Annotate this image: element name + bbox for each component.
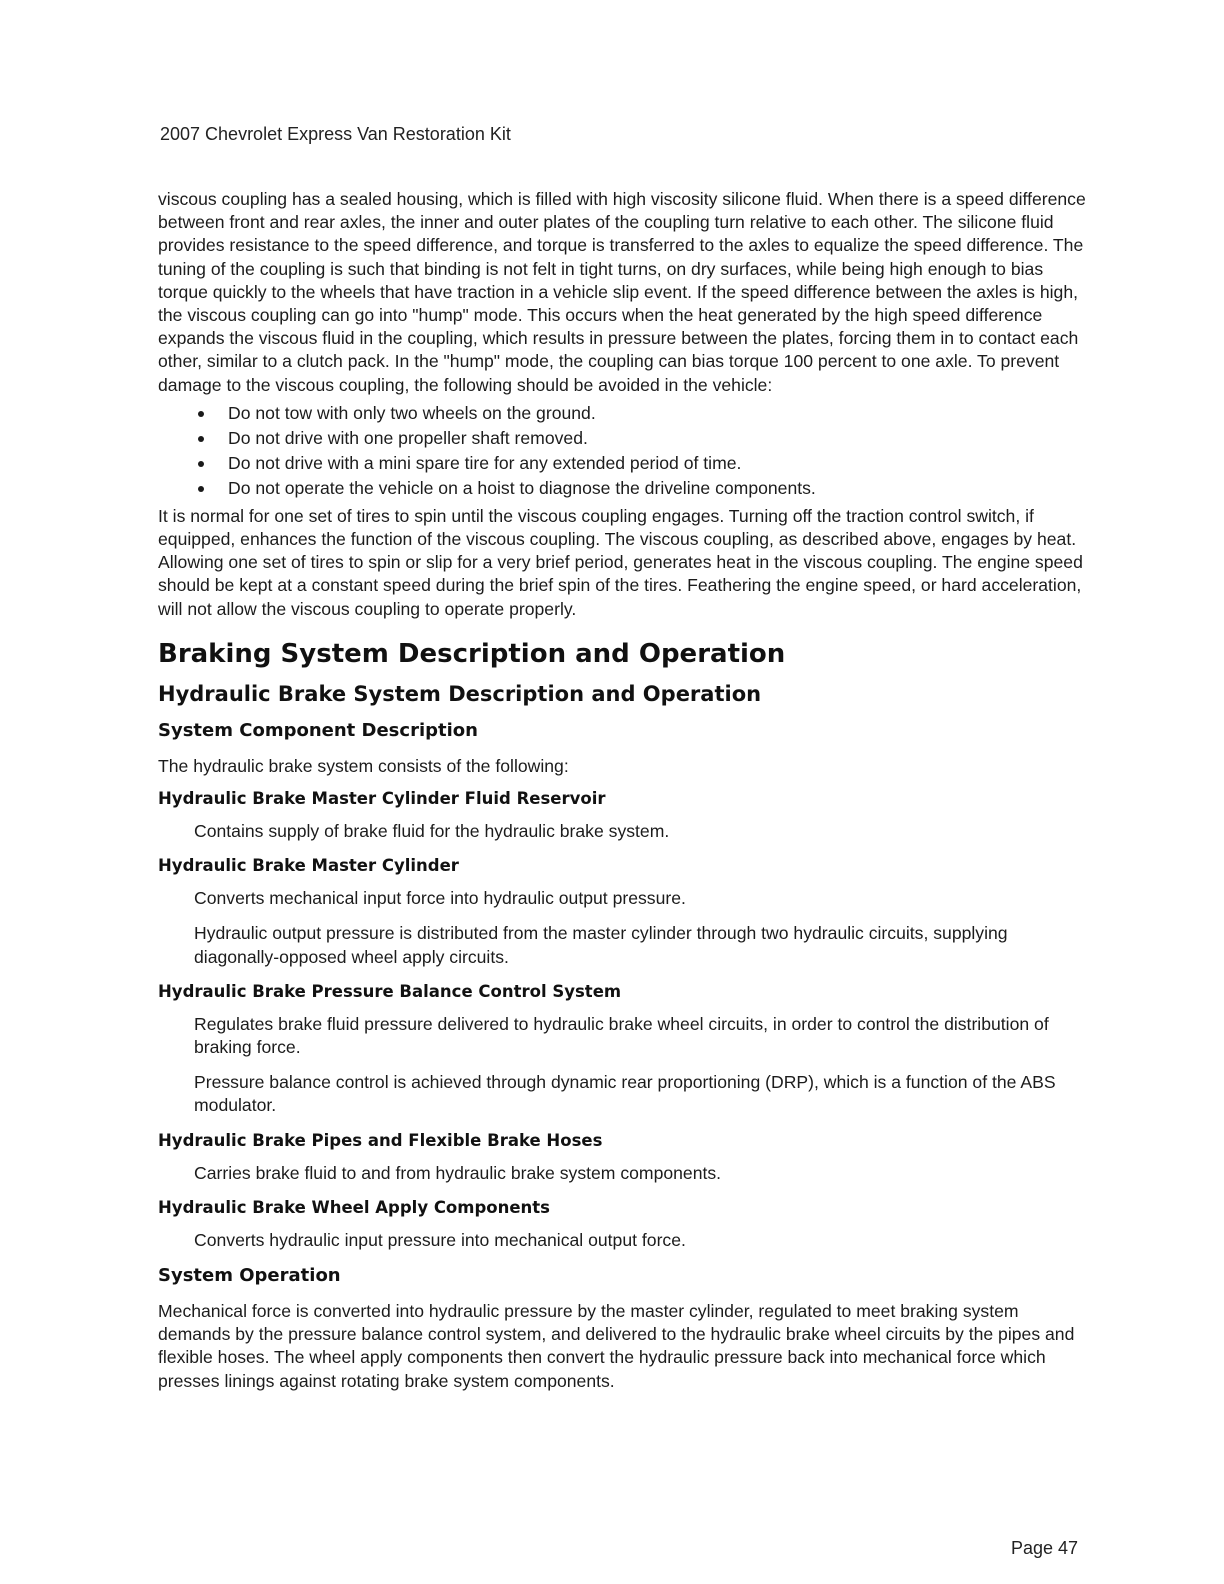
- component-description: Regulates brake fluid pressure delivered to hydraulic brake wheel circuits, in order to control the distribution of braking force.: [194, 1013, 1049, 1058]
- component-entry: [158, 1197, 1088, 1252]
- component-heading: System Component Description: [158, 719, 478, 741]
- traction-paragraph: It is normal for one set of tires to spin until the viscous coupling engages. Turning off the traction control switch, if equipped, enhances the function of the viscous coupling. The viscous coupling, as described above, engages by heat. Allowing one set of tires to spin or slip for a very brief period, generates heat in the viscous coupling. The engine speed should be kept at a constant speed during the brief spin of the tires. Feathering the engine speed, or hard acceleration, will not allow the viscous coupling to operate properly.: [158, 505, 1083, 619]
- list-item: Do not drive with one propeller shaft removed.: [194, 426, 1088, 451]
- bullet-icon: [198, 411, 204, 417]
- page-number: Page 47: [1010, 1538, 1078, 1558]
- intro-paragraph: viscous coupling has a sealed housing, which is filled with high viscosity silicone fluid. When there is a speed difference between front and rear axles, the inner and outer plates of the coupling turn relative to each other. The silicone fluid provides resistance to the speed difference, and torque is transferred to the axles to equalize the speed difference. The tuning of the coupling is such that binding is not felt in tight turns, on dry surfaces, while being high enough to bias torque quickly to the wheels that have traction in a vehicle slip event. If the speed difference between the axles is high, the viscous coupling can go into "hump" mode. This occurs when the heat generated by the high speed difference expands the viscous fluid in the coupling, which results in pressure between the plates, forcing them in to contact each other, similar to a clutch pack. In the "hump" mode, the coupling can bias torque 100 percent to one axle. To prevent damage to the viscous coupling, the following should be avoided in the vehicle:: [158, 189, 1086, 395]
- component-description: Hydraulic output pressure is distributed from the master cylinder through two hydraulic circuits, supplying diagonally-opposed wheel apply circuits.: [194, 923, 1008, 967]
- page-content: [158, 188, 1088, 1393]
- bullet-icon: [198, 436, 204, 442]
- component-description: Pressure balance control is achieved through dynamic rear proportioning (DRP), which is a function of the ABS modulator.: [194, 1072, 1056, 1116]
- component-description: Converts mechanical input force into hydraulic output pressure.: [194, 888, 686, 909]
- component-entry: [158, 1130, 1088, 1185]
- section-title: Braking System Description and Operation: [158, 638, 786, 669]
- operation-paragraph: Mechanical force is converted into hydraulic pressure by the master cylinder, regulated to meet braking system demands by the pressure balance control system, and delivered to the hydraulic brake wheel circuits by the pipes and flexible hoses. The wheel apply components then convert the hydraulic pressure back into mechanical force which presses linings against rotating brake system components.: [158, 1301, 1075, 1391]
- bullet-icon: [198, 486, 204, 492]
- list-item: Do not drive with a mini spare tire for any extended period of time.: [194, 451, 1088, 476]
- component-lead: The hydraulic brake system consists of the following:: [158, 755, 569, 776]
- component-description: Contains supply of brake fluid for the hydraulic brake system.: [194, 821, 670, 842]
- avoid-list: [158, 401, 1088, 501]
- running-header: 2007 Chevrolet Express Van Restoration Kit: [160, 124, 511, 144]
- component-entry: [158, 855, 1088, 969]
- list-item: Do not operate the vehicle on a hoist to diagnose the driveline components.: [194, 476, 1088, 501]
- subsection-title: Hydraulic Brake System Description and Operation: [158, 681, 762, 706]
- component-entry: [158, 788, 1088, 843]
- component-title: Hydraulic Brake Master Cylinder: [158, 856, 459, 876]
- component-title: Hydraulic Brake Master Cylinder Fluid Reservoir: [158, 789, 606, 809]
- component-description: Converts hydraulic input pressure into mechanical output force.: [194, 1229, 686, 1250]
- component-entry: [158, 981, 1088, 1118]
- component-title: Hydraulic Brake Pressure Balance Control System: [158, 981, 622, 1001]
- list-item: Do not tow with only two wheels on the ground.: [194, 401, 1088, 426]
- operation-heading: System Operation: [158, 1265, 341, 1287]
- bullet-icon: [198, 461, 204, 467]
- component-title: Hydraulic Brake Wheel Apply Components: [158, 1197, 550, 1217]
- component-description: Carries brake fluid to and from hydraulic brake system components.: [194, 1162, 722, 1183]
- component-title: Hydraulic Brake Pipes and Flexible Brake Hoses: [158, 1130, 603, 1150]
